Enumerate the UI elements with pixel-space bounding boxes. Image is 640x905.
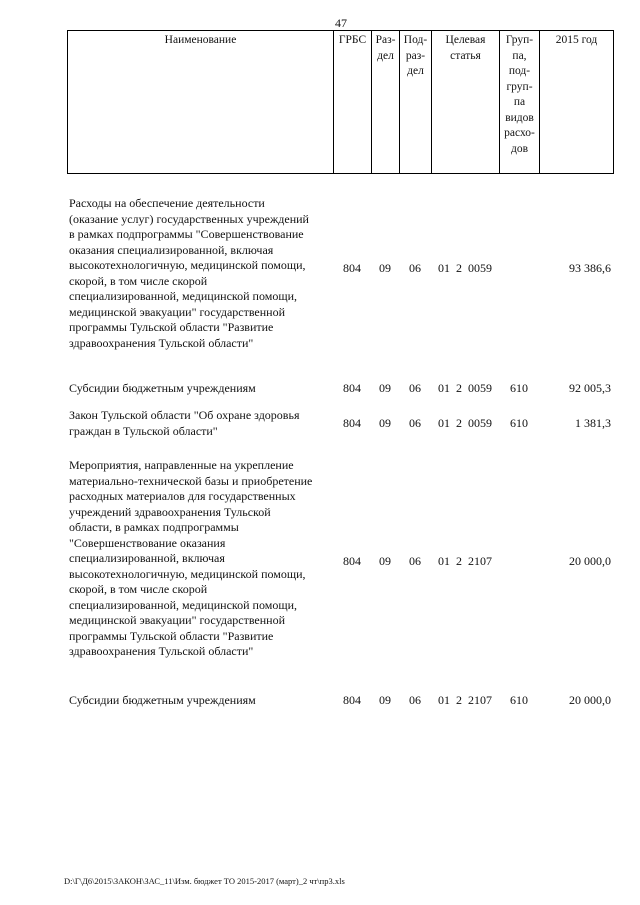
row-razdel: 09 [379, 554, 391, 569]
row-article: 01 2 0059 [438, 261, 492, 276]
row-group: 610 [510, 693, 528, 707]
file-path: D:\Г\Д6\2015\ЗАКОН\ЗАС_11\Изм. бюджет ТО 2015-2017 (март)_2 чт\пр3.xls [64, 876, 345, 886]
column-header-group: Груп- па, под- груп- па видов расхо- дов [500, 31, 540, 174]
row-razdel: 09 [379, 261, 391, 276]
row-amount: 93 386,6 [569, 261, 611, 276]
row-name: Мероприятия, направленные на укрепление материально-технической базы и приобретение расходных материалов для государственных учреждений здравоохранения Тульской области, в рамках подпрограммы "Совершенствование оказания специализированной, включая высокотехнологичную, медицинской помощи, скорой, в том числе скорой специализированной, медицинской помощи, медицинской эвакуации" государственной программы Тульской области "Развитие здравоохранения Тульской области" [69, 458, 313, 658]
column-header-year: 2015 год [540, 31, 614, 174]
row-podrazdel: 06 [409, 381, 421, 395]
column-header-razdel: Раз- дел [372, 31, 400, 174]
row-grbs: 804 [343, 261, 361, 276]
row-amount: 20 000,0 [569, 693, 611, 707]
table-header [67, 30, 614, 174]
row-name: Закон Тульской области "Об охране здоровья граждан в Тульской области" [69, 408, 300, 438]
row-article: 01 2 2107 [438, 554, 492, 569]
row-podrazdel: 06 [409, 554, 421, 569]
row-podrazdel: 06 [409, 261, 421, 276]
row-razdel: 09 [379, 381, 391, 395]
row-grbs: 804 [343, 415, 361, 430]
row-razdel: 09 [379, 693, 391, 707]
row-article: 01 2 2107 [438, 693, 492, 707]
row-group: 610 [510, 381, 528, 395]
row-grbs: 804 [343, 693, 361, 707]
row-name: Расходы на обеспечение деятельности (оказание услуг) государственных учреждений в рамках подпрограммы "Совершенствование оказания специализированной, включая высокотехнологичную, медицинской помощи, скорой, в том числе скорой специализированной, медицинской помощи, медицинской эвакуации" государственной программы Тульской области "Развитие здравоохранения Тульской области" [69, 196, 309, 350]
row-amount: 92 005,3 [569, 381, 611, 395]
column-header-podrazdel: Под- раз- дел [400, 31, 432, 174]
row-amount: 1 381,3 [575, 415, 611, 430]
row-amount: 20 000,0 [569, 554, 611, 569]
row-podrazdel: 06 [409, 415, 421, 430]
row-article: 01 2 0059 [438, 381, 492, 395]
row-group: 610 [510, 415, 528, 430]
row-razdel: 09 [379, 415, 391, 430]
column-header-name: Наименование [68, 31, 334, 174]
row-name: Субсидии бюджетным учреждениям [69, 381, 256, 395]
row-name: Субсидии бюджетным учреждениям [69, 693, 256, 707]
column-header-article: Целевая статья [432, 31, 500, 174]
row-podrazdel: 06 [409, 693, 421, 707]
row-article: 01 2 0059 [438, 415, 492, 430]
row-grbs: 804 [343, 554, 361, 569]
page-number: 47 [335, 16, 347, 30]
column-header-grbs: ГРБС [334, 31, 372, 174]
row-grbs: 804 [343, 381, 361, 395]
